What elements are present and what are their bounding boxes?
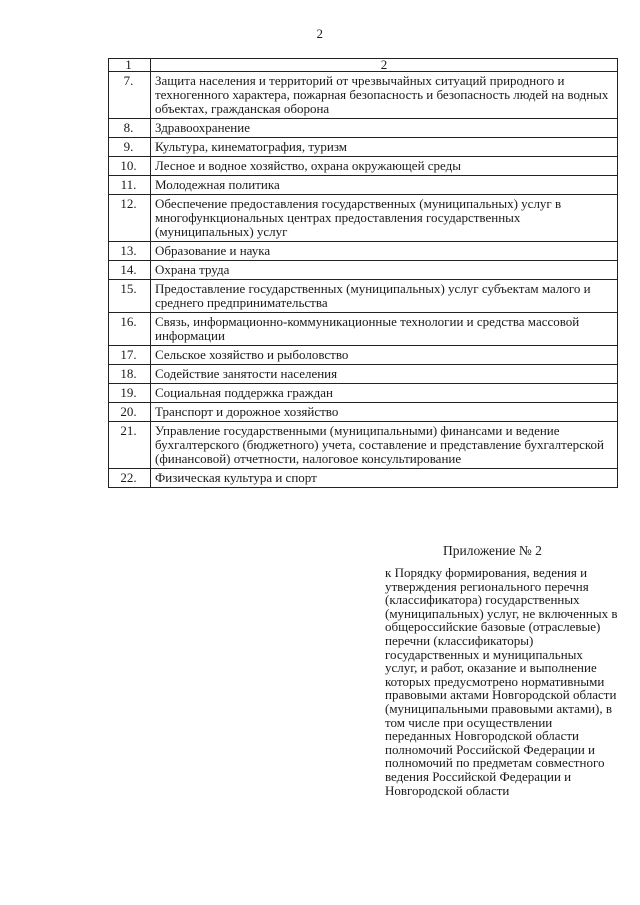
page-number: 2 [316, 26, 324, 41]
row-text: Молодежная политика [151, 176, 618, 195]
row-text: Охрана труда [151, 261, 618, 280]
table-row [109, 422, 618, 469]
table-header-row [109, 59, 618, 72]
row-number: 13. [109, 242, 151, 261]
table-row [109, 138, 618, 157]
row-number: 18. [109, 365, 151, 384]
table-row [109, 365, 618, 384]
table-row [109, 346, 618, 365]
row-text: Обеспечение предоставления государственных (муниципальных) услуг в многофункциональных центрах предоставления государственных (муниципальных) услуг [151, 195, 618, 242]
row-number: 17. [109, 346, 151, 365]
header-col-1: 1 [109, 59, 151, 72]
row-text: Защита населения и территорий от чрезвычайных ситуаций природного и техногенного характера, пожарная безопасность и безопасность людей на водных объектах, гражданская оборона [151, 72, 618, 119]
services-table [108, 58, 618, 488]
row-text: Физическая культура и спорт [151, 469, 618, 488]
row-number: 12. [109, 195, 151, 242]
row-text: Лесное и водное хозяйство, охрана окружающей среды [151, 157, 618, 176]
row-text: Предоставление государственных (муниципальных) услуг субъектам малого и среднего предпринимательства [151, 280, 618, 313]
appendix-text: к Порядку формирования, ведения и утверждения регионального перечня (классификатора) государственных (муниципальных) услуг, не включенных в общероссийские базовые (отраслевые) перечни (классификаторы) государственных и муниципальных услуг, и работ, оказание и выполнение которых предусмотрено нормативными правовыми актами Новгородской области (муниципальными правовыми актами), в том числе при осуществлении переданных Новгородской области полномочий Российской Федерации и полномочий по предметам совместного ведения Российской Федерации и Новгородской области [385, 565, 618, 798]
row-number: 11. [109, 176, 151, 195]
row-number: 14. [109, 261, 151, 280]
table-row [109, 72, 618, 119]
row-number: 8. [109, 119, 151, 138]
row-text: Здравоохранение [151, 119, 618, 138]
row-number: 19. [109, 384, 151, 403]
row-text: Образование и наука [151, 242, 618, 261]
appendix-title: Приложение № 2 [443, 543, 542, 558]
row-text: Социальная поддержка граждан [151, 384, 618, 403]
table-row [109, 384, 618, 403]
row-number: 20. [109, 403, 151, 422]
row-number: 7. [109, 72, 151, 119]
table-row [109, 469, 618, 488]
table-row [109, 195, 618, 242]
table-row [109, 157, 618, 176]
table-row [109, 261, 618, 280]
row-text: Связь, информационно-коммуникационные технологии и средства массовой информации [151, 313, 618, 346]
row-text: Содействие занятости населения [151, 365, 618, 384]
row-text: Управление государственными (муниципальными) финансами и ведение бухгалтерского (бюджетного) учета, составление и представление бухгалтерской (финансовой) отчетности, налоговое консультирование [151, 422, 618, 469]
row-number: 21. [109, 422, 151, 469]
row-text: Культура, кинематография, туризм [151, 138, 618, 157]
table-row [109, 403, 618, 422]
row-number: 10. [109, 157, 151, 176]
row-number: 22. [109, 469, 151, 488]
table-row [109, 313, 618, 346]
header-col-2: 2 [151, 59, 618, 72]
row-number: 9. [109, 138, 151, 157]
row-number: 16. [109, 313, 151, 346]
row-number: 15. [109, 280, 151, 313]
row-text: Сельское хозяйство и рыболовство [151, 346, 618, 365]
table-row [109, 280, 618, 313]
row-text: Транспорт и дорожное хозяйство [151, 403, 618, 422]
table-row [109, 176, 618, 195]
table-row [109, 242, 618, 261]
table-row [109, 119, 618, 138]
